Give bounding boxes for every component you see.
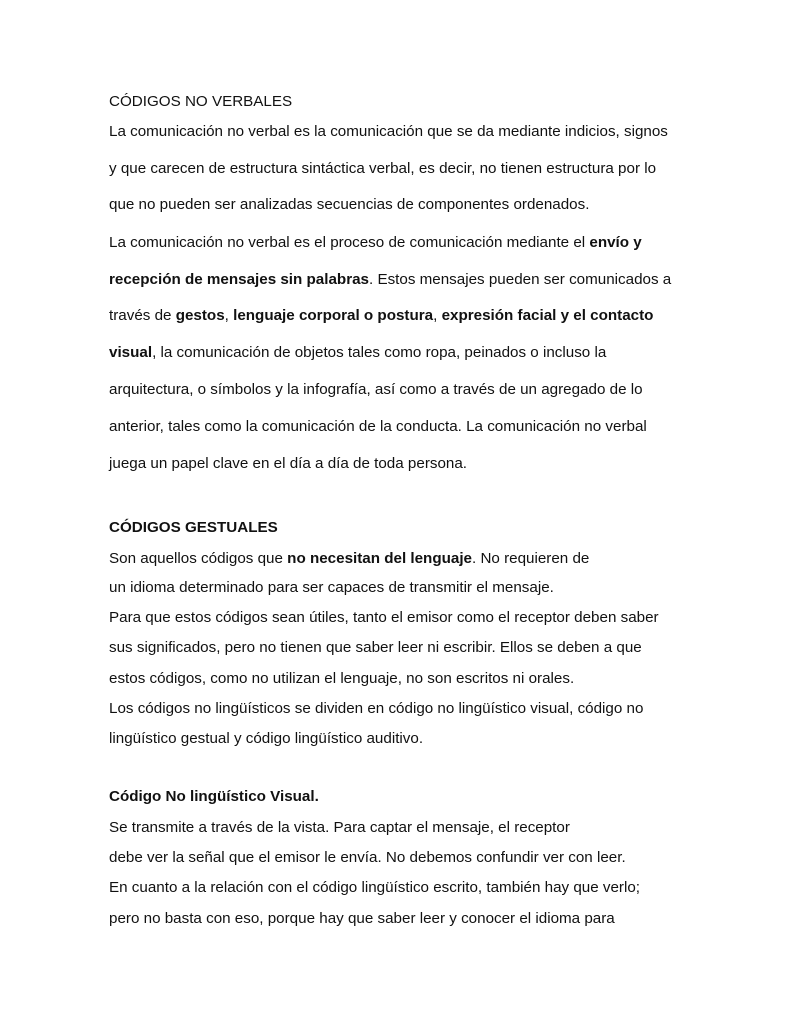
bold-text-run: recepción de mensajes sin palabras [109,271,369,288]
paragraph-line: En cuanto a la relación con el código lingüístico escrito, también hay que verlo; [109,879,641,896]
text-run: , [433,307,442,324]
bold-text-run: gestos [175,307,225,324]
bold-text-run: expresión facial y el contacto [441,307,654,324]
bold-text-run: lenguaje corporal o postura [233,307,434,324]
bold-text-run: envío y [589,234,642,251]
section-heading-codigo-visual [109,787,319,807]
text-run: , la comunicación de objetos tales como ropa, peinados o incluso la [152,344,607,361]
paragraph-line: pero no basta con eso, porque hay que saber leer y conocer el idioma para [109,910,615,927]
paragraph-line: Para que estos códigos sean útiles, tanto el emisor como el receptor deben saber [109,609,659,626]
paragraph-line: sus significados, pero no tienen que saber leer ni escribir. Ellos se deben a que [109,639,642,656]
paragraph-line: y que carecen de estructura sintáctica verbal, es decir, no tienen estructura por lo [109,160,657,177]
paragraph-line: La comunicación no verbal es la comunicación que se da mediante indicios, signos [109,123,668,140]
paragraph-line: anterior, tales como la comunicación de la conducta. La comunicación no verbal [109,418,647,435]
paragraph-line: debe ver la señal que el emisor le envía. No debemos confundir ver con leer. [109,849,626,866]
paragraph-line [109,233,642,253]
text-run: . Estos mensajes pueden ser comunicados a [369,271,672,288]
paragraph-line: que no pueden ser analizadas secuencias de componentes ordenados. [109,196,590,213]
text-run: través de [109,307,176,324]
paragraph-line: arquitectura, o símbolos y la infografía, así como a través de un agregado de lo [109,381,643,398]
text-run: La comunicación no verbal es el proceso de comunicación mediante el [109,234,590,251]
paragraph-line: estos códigos, como no utilizan el lenguaje, no son escritos ni orales. [109,670,575,687]
bold-text-run: no necesitan del lenguaje [287,550,473,567]
text-run: Son aquellos códigos que [109,550,288,567]
paragraph-line [109,270,671,290]
paragraph-line: Se transmite a través de la vista. Para captar el mensaje, el receptor [109,819,570,836]
paragraph-line: juega un papel clave en el día a día de toda persona. [109,455,468,472]
section-heading-codigos-no-verbales: CÓDIGOS NO VERBALES [109,93,293,110]
paragraph-line: lingüístico gestual y código lingüístico auditivo. [109,730,424,747]
paragraph-line [109,549,589,569]
section-heading-codigos-gestuales [109,518,278,538]
heading-text: Código No lingüístico Visual. [109,788,319,805]
paragraph-line: Los códigos no lingüísticos se dividen en código no lingüístico visual, código no [109,700,644,717]
text-run: , [224,307,234,324]
bold-text-run: visual [109,344,153,361]
paragraph-line [109,343,606,363]
heading-text: CÓDIGOS GESTUALES [109,519,278,536]
paragraph-line: un idioma determinado para ser capaces de transmitir el mensaje. [109,579,554,596]
paragraph-line [109,306,653,326]
text-run: . No requieren de [472,550,590,567]
